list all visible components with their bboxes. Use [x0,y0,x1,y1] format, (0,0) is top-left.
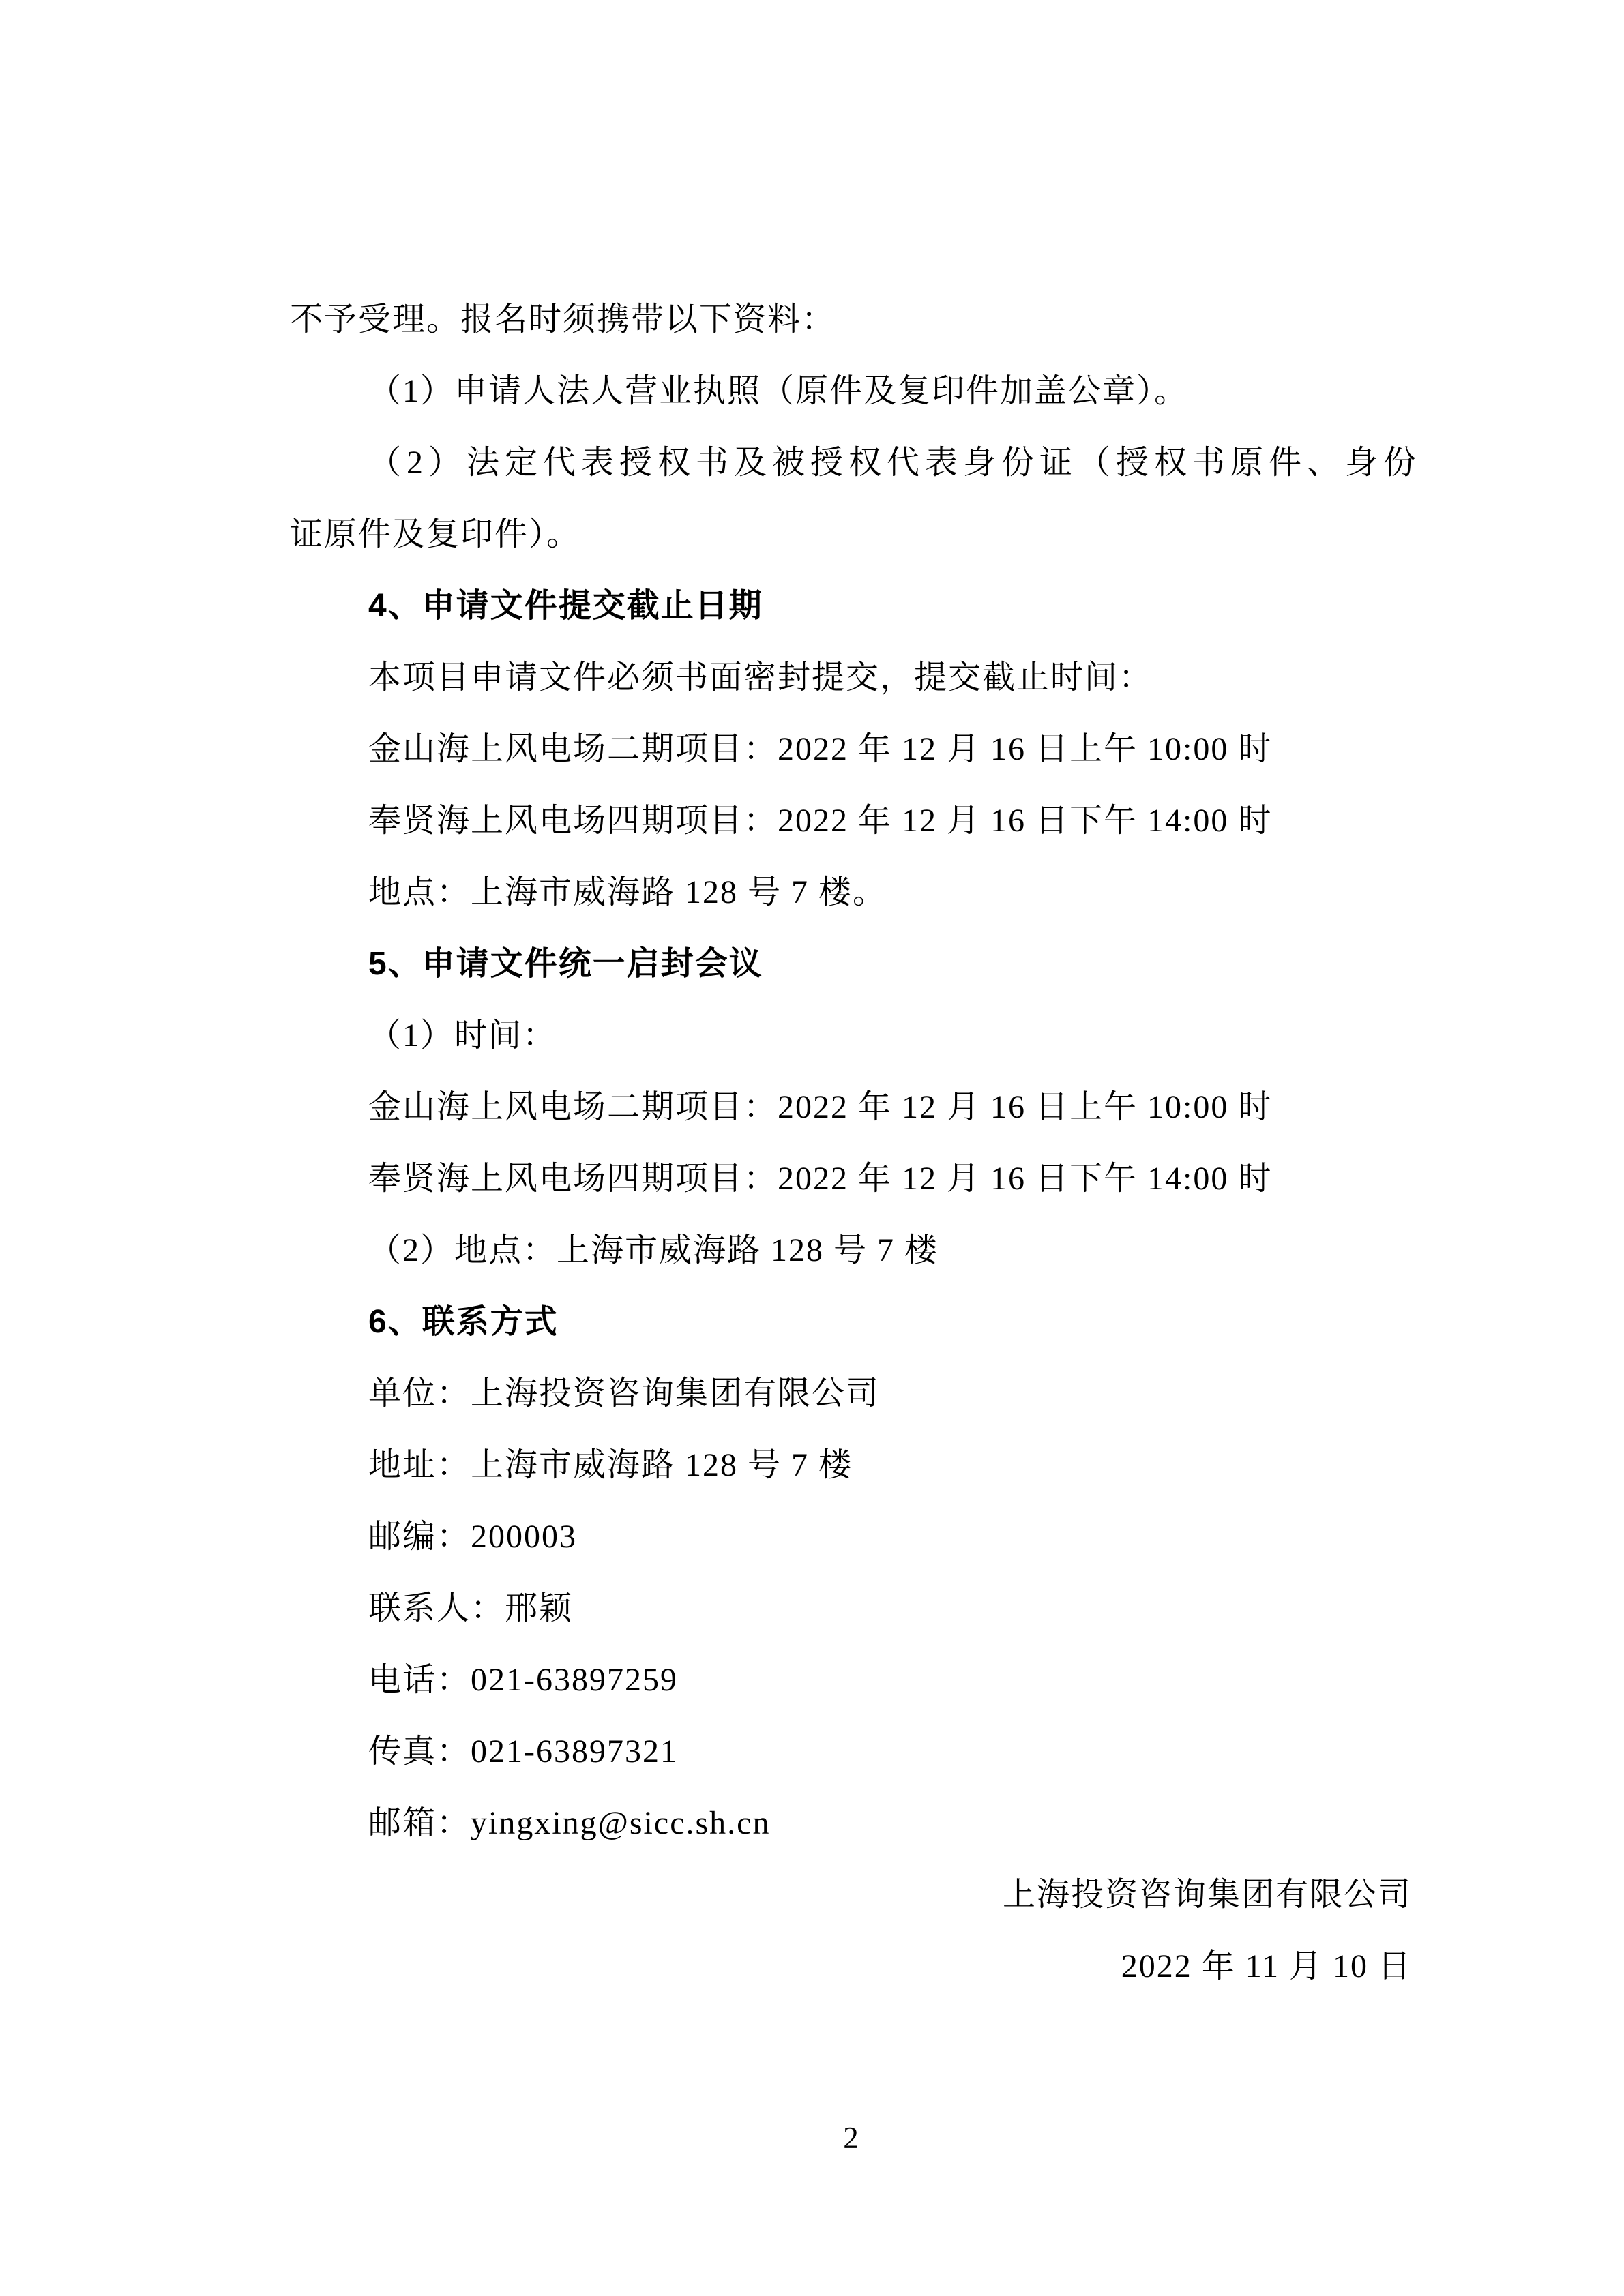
contact-postcode-line: 邮编：200003 [368,1519,578,1555]
intro-list-item-2-continuation: 证原件及复印件）。 [290,516,581,552]
page-number: 2 [843,2121,859,2155]
contact-phone-line: 电话：021-63897259 [368,1662,678,1698]
section-5-heading: 5、申请文件统一启封会议 [368,946,763,982]
contact-unit-line: 单位：上海投资咨询集团有限公司 [368,1375,881,1412]
section-5-location-line: （2）地点：上海市威海路 128 号 7 楼 [368,1232,939,1268]
section-6-heading: 6、联系方式 [368,1304,559,1340]
section-4-jinshan-deadline: 金山海上风电场二期项目：2022 年 12 月 16 日上午 10:00 时 [368,731,1273,767]
section-5-jinshan-time: 金山海上风电场二期项目：2022 年 12 月 16 日上午 10:00 时 [368,1089,1273,1125]
section-5-time-label: （1）时间： [368,1017,557,1054]
section-5-fengxian-time: 奉贤海上风电场四期项目：2022 年 12 月 16 日下午 14:00 时 [368,1161,1273,1197]
section-4-intro-line: 本项目申请文件必须书面密封提交，提交截止时间： [368,659,1153,696]
contact-person-line: 联系人：邢颖 [368,1590,574,1626]
intro-list-item-2: （2）法定代表授权书及被授权代表身份证（授权书原件、身份 [368,445,1422,481]
document-content [290,284,1422,2002]
section-4-fengxian-deadline: 奉贤海上风电场四期项目：2022 年 12 月 16 日下午 14:00 时 [368,803,1273,839]
contact-address-line: 地址：上海市威海路 128 号 7 楼 [368,1447,853,1483]
contact-fax-line: 传真：021-63897321 [368,1733,678,1770]
contact-email-line: 邮箱：yingxing@sicc.sh.cn [368,1805,771,1841]
signature-company: 上海投资咨询集团有限公司 [1002,1877,1412,1913]
intro-list-item-1: （1）申请人法人营业执照（原件及复印件加盖公章）。 [368,373,1189,409]
intro-continuation-line: 不予受理。报名时须携带以下资料： [290,301,836,338]
signature-date: 2022 年 11 月 10 日 [1121,1948,1412,1984]
section-4-heading: 4、申请文件提交截止日期 [368,588,763,624]
section-4-location-line: 地点：上海市威海路 128 号 7 楼。 [368,874,887,910]
